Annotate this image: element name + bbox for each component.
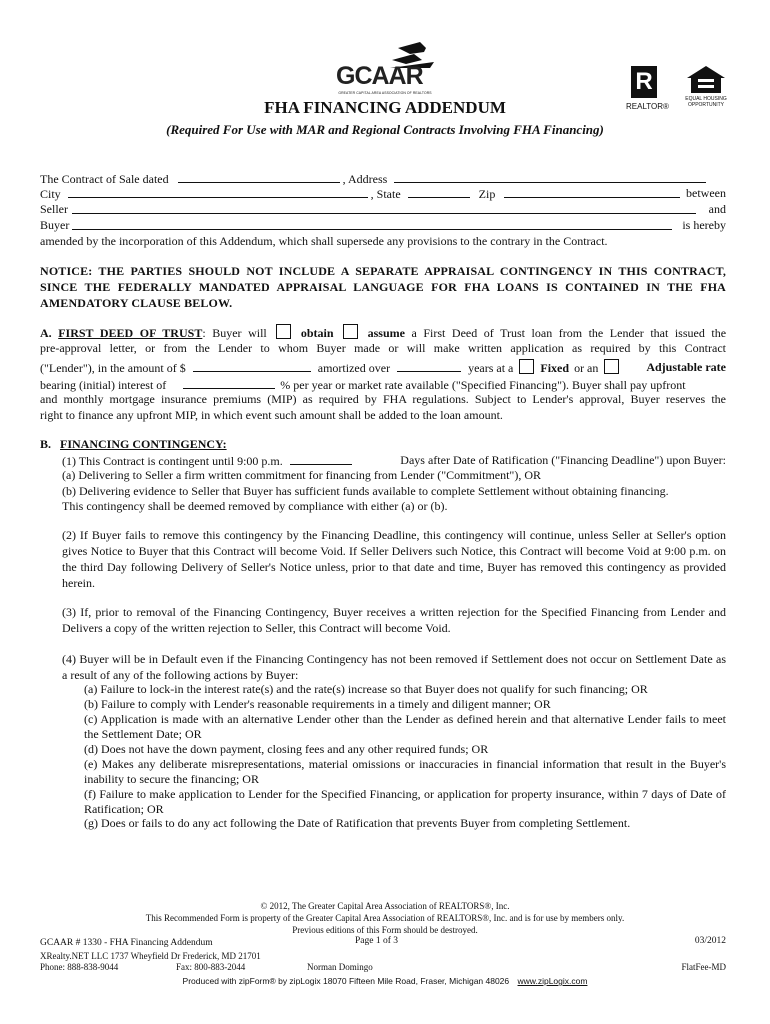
section-b-item-1a: (a) Delivering to Seller a firm written commitment for financing from Lender ("Commitment"), OR xyxy=(62,468,541,482)
address-field[interactable] xyxy=(394,170,706,183)
footer-xrealty: XRealty.NET LLC 1737 Wheyfield Dr Frederick, MD 21701 xyxy=(40,951,261,961)
footer-copyright: © 2012, The Greater Capital Area Association of REALTORS®, Inc. xyxy=(260,901,510,911)
buyer-field[interactable] xyxy=(72,217,672,230)
footer-flatfee: FlatFee-MD xyxy=(681,962,726,972)
section-a-line-4: bearing (initial) interest of % per year or market rate available ("Specified Financing"). Buyer shall pay upfront xyxy=(40,378,686,392)
equal-housing-label-2: OPPORTUNITY xyxy=(687,102,725,108)
buyer-row: Buyer is hereby xyxy=(40,218,726,232)
gcaar-tagline: GREATER CAPITAL AREA ASSOCIATION OF REALTORS xyxy=(338,91,432,95)
section-a-line-5: and monthly mortgage insurance premiums (MIP) as required by FHA regulations. Subject to Lender's approval, Buyer reserves the xyxy=(40,392,726,406)
obtain-checkbox[interactable] xyxy=(276,324,291,339)
section-b-item-1b: (b) Delivering evidence to Seller that Buyer has sufficient funds available to complete Settlement without obtaining financing. xyxy=(62,484,669,498)
gcaar-wordmark: GCAAR xyxy=(336,62,423,90)
section-b-item-4d: (d) Does not have the down payment, closing fees and any other required funds; OR xyxy=(84,742,489,756)
section-b-item-4g: (g) Does or fails to do any act following the Date of Ratification that prevents Buyer from completing Settlement. xyxy=(84,816,631,830)
section-b-item-1-removed: This contingency shall be deemed removed by compliance with either (a) or (b). xyxy=(62,499,448,513)
interest-rate-field[interactable] xyxy=(183,376,275,389)
amortization-years-field[interactable] xyxy=(397,359,461,372)
seller-field[interactable] xyxy=(72,201,696,214)
assume-checkbox[interactable] xyxy=(343,324,358,339)
section-b-item-1: (1) This Contract is contingent until 9:00 p.m. Days after Date of Ratification ("Financing Deadline") upon Buyer: xyxy=(62,453,726,468)
realtor-label: REALTOR® xyxy=(626,102,669,111)
section-b-item-4e: (e) Makes any deliberate misrepresentations, material omissions or inaccuracies in financial information that result in the Buyer's inability to secure the financing; OR xyxy=(84,757,726,786)
footer-previous: Previous editions of this Form should be destroyed. xyxy=(292,925,478,935)
amended-text: amended by the incorporation of this Addendum, which shall supersede any provisions to the contrary in the Contract. xyxy=(40,234,608,248)
footer-property: This Recommended Form is property of the Greater Capital Area Association of REALTORS®, Inc. and is for use by members only. xyxy=(145,913,625,923)
footer-phone: Phone: 888-838-9044 xyxy=(40,962,119,972)
section-b-item-4a: (a) Failure to lock-in the interest rate(s) and the rate(s) increase so that Buyer does not qualify for such financing; OR xyxy=(84,682,648,696)
section-a-line-6: right to finance any upfront MIP, in which event such amount shall be added to the loan amount. xyxy=(40,408,503,422)
footer-page-number: Page 1 of 3 xyxy=(355,936,399,946)
footer-zipform: Produced with zipForm® by zipLogix 18070 Fifteen Mile Road, Fraser, Michigan 48026 www.zipLogix.com xyxy=(182,976,588,986)
section-a-line-1: A. FIRST DEED OF TRUST: Buyer will obtain assume a First Deed of Trust loan from the Lender that issued the xyxy=(40,326,727,340)
section-b-item-4: (4) Buyer will be in Default even if the Financing Contingency has not been removed if Settlement does not occur on Settlement Date as a result of any of the following actions by Buyer: xyxy=(62,652,726,682)
fixed-rate-checkbox[interactable] xyxy=(519,359,534,374)
financing-deadline-days-field[interactable] xyxy=(290,452,352,465)
contract-date-field[interactable] xyxy=(178,170,340,183)
city-field[interactable] xyxy=(68,185,368,198)
state-field[interactable] xyxy=(408,185,470,198)
footer-form-id: GCAAR # 1330 - FHA Financing Addendum xyxy=(40,938,213,948)
loan-amount-field[interactable] xyxy=(193,359,311,372)
section-a-line-3: ("Lender"), in the amount of $ amortized over years at a Fixed or an Adjustable rate xyxy=(40,360,726,375)
realtor-r-icon: R xyxy=(631,66,657,98)
gcaar-logo xyxy=(330,40,440,96)
page-subtitle: (Required For Use with MAR and Regional Contracts Involving FHA Financing) xyxy=(166,122,604,137)
equal-housing-label-1: EQUAL HOUSING xyxy=(685,96,727,102)
zip-field[interactable] xyxy=(504,185,680,198)
footer-fax: Fax: 800-883-2044 xyxy=(176,962,246,972)
footer-agent: Norman Domingo xyxy=(307,962,373,972)
seller-row: Seller and xyxy=(40,202,726,216)
section-a-heading: FIRST DEED OF TRUST xyxy=(58,326,203,340)
section-b-item-4c: (c) Application is made with an alternative Lender other than the Lender as defined herein and that alternative Lender fails to meet the Settlement Date; OR xyxy=(84,712,726,741)
section-b-heading-row: B. FINANCING CONTINGENCY: xyxy=(40,437,227,451)
section-b-item-4f: (f) Failure to make application to Lender for the Specified Financing, or application for property insurance, within 7 days of Date of Ratification; OR xyxy=(84,787,726,816)
page-title: FHA FINANCING ADDENDUM xyxy=(264,98,506,117)
section-b-item-4b: (b) Failure to comply with Lender's reasonable requirements in a timely and diligent manner; OR xyxy=(84,697,551,711)
notice-text: NOTICE: THE PARTIES SHOULD NOT INCLUDE A SEPARATE APPRAISAL CONTINGENCY IN THIS CONTRACT, SINCE THE FEDERALLY MANDATED APPRAISAL LANGUAGE FOR FHA LOANS IS CONTAINED IN THE FHA AMENDATORY CLAUSE BELOW. xyxy=(40,264,726,310)
city-row: City , State Zip between xyxy=(40,186,726,201)
section-b-item-2: (2) If Buyer fails to remove this contingency by the Financing Deadline, this contingency will continue, unless Seller at Seller's option gives Notice to Buyer that this Contract will become Void. If Seller Delivers such Notice, this Contract will become Void at 9:00 p.m. on the third Day following Delivery of Seller's Notice unless, prior to that date and time, Buyer has removed this contingency as provided herein. xyxy=(62,528,726,590)
section-a-line-2: pre-approval letter, or from the Lender to whom Buyer made or will make written application as required by this Contract xyxy=(40,341,726,355)
section-b-heading: FINANCING CONTINGENCY: xyxy=(60,437,227,451)
section-b-item-3: (3) If, prior to removal of the Financing Contingency, Buyer receives a written rejection for the Specified Financing from Lender and Delivers a copy of the written rejection to Seller, this Contract will become Void. xyxy=(62,605,726,635)
adjustable-rate-checkbox[interactable] xyxy=(604,359,619,374)
ziplogix-link[interactable]: www.zipLogix.com xyxy=(517,976,588,986)
footer-date: 03/2012 xyxy=(694,936,726,946)
equal-housing-icon xyxy=(683,64,729,94)
contract-date-row: The Contract of Sale dated , Address xyxy=(40,170,726,186)
